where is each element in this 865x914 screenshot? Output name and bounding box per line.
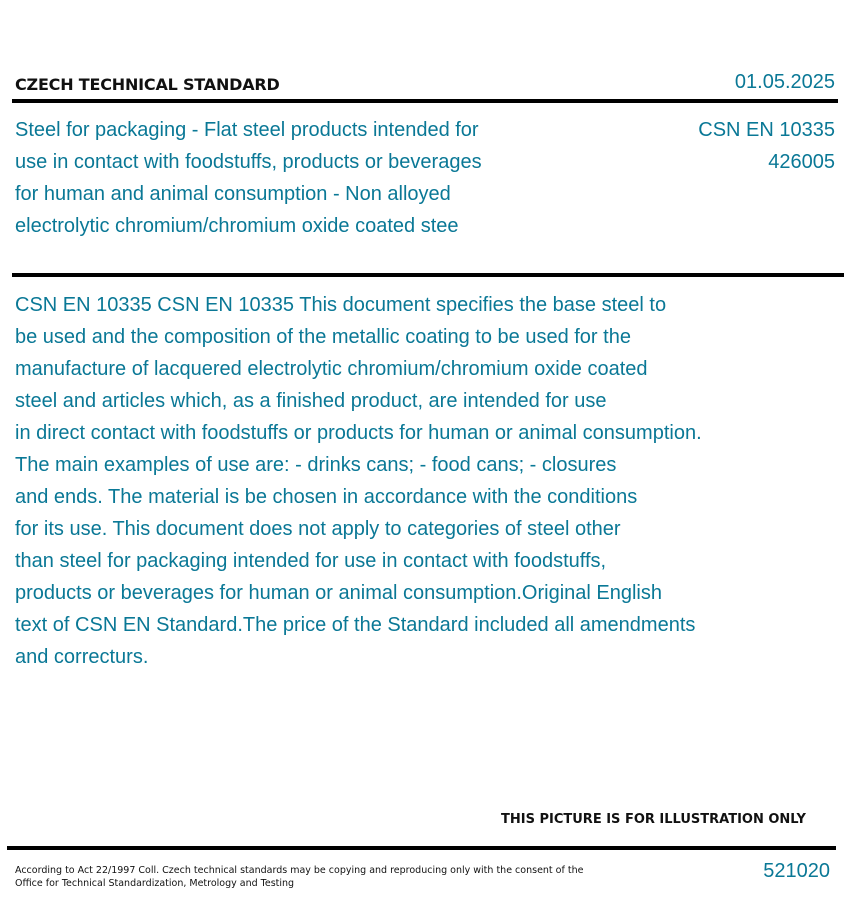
- standard-code: CSN EN 10335: [698, 119, 835, 141]
- footer-divider: [7, 846, 836, 850]
- publication-date: 01.05.2025: [734, 71, 835, 93]
- standard-code-block: [698, 114, 835, 178]
- footer-number: 521020: [763, 860, 830, 882]
- legal-note: According to Act 22/1997 Coll. Czech technical standards may be copying and reproducing only with the consent of the Office for Technical Standardization, Metrology and Testing: [15, 865, 584, 889]
- standard-description: CSN EN 10335 CSN EN 10335 This document specifies the base steel to be used and the composition of the metallic coating to be used for the manufacture of lacquered electrolytic chromium/chromium oxide coated steel and articles which, as a finished product, are intended for use in direct contact with foodstuffs or products for human or animal consumption. The main examples of use are: - drinks cans; - food cans; - closures and ends. The material is be chosen in accordance with the conditions for its use. This document does not apply to categories of steel other than steel for packaging intended for use in contact with foodstuffs, products or beverages for human or animal consumption.Original English text of CSN EN Standard.The price of the Standard included all amendments and correcturs.: [15, 294, 702, 668]
- header-divider: [12, 99, 838, 103]
- title-divider: [12, 273, 844, 277]
- illustration-disclaimer: THIS PICTURE IS FOR ILLUSTRATION ONLY: [501, 812, 806, 827]
- document-type-label: CZECH TECHNICAL STANDARD: [15, 75, 280, 94]
- class-number: 426005: [768, 151, 835, 173]
- standard-title: Steel for packaging - Flat steel products intended for use in contact with foodstuffs, products or beverages for human and animal consumption - Non alloyed electrolytic chromium/chromium oxide coated stee: [15, 119, 482, 237]
